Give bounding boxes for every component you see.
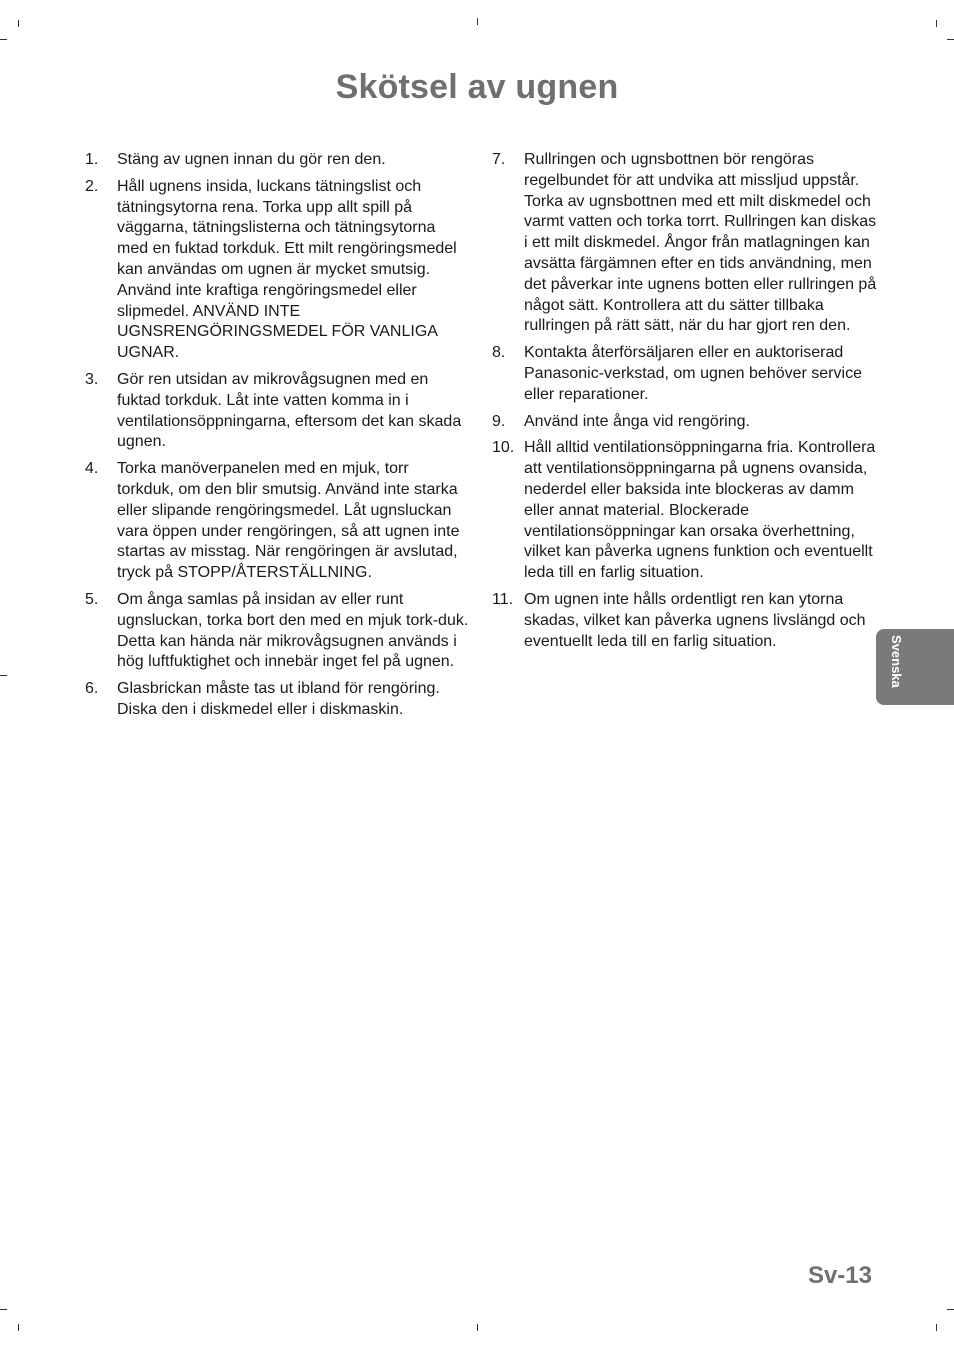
left-column-list <box>85 150 470 727</box>
crop-mark <box>936 20 937 27</box>
list-item <box>85 370 470 453</box>
item-text: Rullringen och ugnsbottnen bör rengöras regelbundet för att undvika att missljud uppstår. Torka av ugnsbottnen med ett milt diskmedel och varmt vatten och torka torrt. Rullringen kan diskas i ett milt diskmedel. Ångor från matlagningen kan avsätta färgämnen efter en tids användning, men det påverkar inte ugnens botten eller rullringen på något sätt. Kontrollera att du sätter tillbaka rullringen på rätt sätt, när du har gjort ren den. <box>524 151 877 335</box>
item-number: 2. <box>85 177 99 195</box>
item-number: 11. <box>492 590 514 608</box>
crop-mark <box>477 18 478 25</box>
item-text: Kontakta återförsäljaren eller en auktoriserad Panasonic-verkstad, om ugnen behöver service eller reparationer. <box>524 344 862 403</box>
list-item <box>85 590 470 673</box>
item-text: Håll ugnens insida, luckans tätningslist och tätningsytorna rena. Torka upp allt spill på väggarna, tätningslisterna och tätningsytorna med en fuktad torkduk. Ett milt rengöringsmedel kan användas om ugnen är mycket smutsig. Använd inte kraftiga rengöringsmedel eller slipmedel. ANVÄND INTE UGNSRENGÖRINGSMEDEL FÖR VANLIGA UGNAR. <box>117 177 457 362</box>
list-item <box>492 438 880 584</box>
crop-mark <box>0 1309 7 1310</box>
list-item <box>85 679 470 721</box>
crop-mark <box>477 1324 478 1331</box>
item-text: Stäng av ugnen innan du gör ren den. <box>117 151 386 168</box>
list-item <box>85 150 470 171</box>
item-number: 5. <box>85 590 99 608</box>
item-text: Om ånga samlas på insidan av eller runt ugnsluckan, torka bort den med en mjuk tork-duk. Detta kan hända när mikrovågsugnen används i hög luftfuktighet och innebär inget fel på ugnen. <box>117 590 469 671</box>
item-number: 3. <box>85 370 99 388</box>
crop-mark <box>18 20 19 27</box>
item-number: 1. <box>85 151 99 168</box>
item-number: 7. <box>492 151 506 168</box>
right-column-list <box>492 150 880 658</box>
item-text: Glasbrickan måste tas ut ibland för rengöring. Diska den i diskmedel eller i diskmaskin. <box>117 680 440 718</box>
item-number: 6. <box>85 680 99 698</box>
crop-mark <box>0 39 7 40</box>
crop-mark <box>0 675 7 676</box>
item-text: Använd inte ånga vid rengöring. <box>524 412 750 430</box>
item-number: 4. <box>85 460 99 478</box>
list-item <box>492 150 880 337</box>
item-text: Håll alltid ventilationsöppningarna fria. Kontrollera att ventilationsöppningarna på ugnens ovansida, nederdel eller baksida inte blockeras av damm eller annat material. Blockerade ventilationsöppningar kan orsaka överhettning, vilket kan påverka ugnens funktion och eventuellt leda till en farlig situation. <box>524 439 876 582</box>
page-title: Skötsel av ugnen <box>335 68 619 106</box>
list-item <box>492 412 880 433</box>
language-tab <box>876 629 954 705</box>
page-number: Sv-13 <box>807 1262 872 1289</box>
crop-mark <box>947 39 954 40</box>
language-tab-label: Svenska <box>889 635 904 688</box>
list-item <box>492 343 880 405</box>
list-item <box>85 177 470 364</box>
list-item <box>85 459 470 584</box>
item-number: 9. <box>492 412 506 430</box>
crop-mark <box>936 1324 937 1331</box>
crop-mark <box>18 1324 19 1331</box>
item-number: 8. <box>492 344 506 362</box>
crop-mark <box>947 1309 954 1310</box>
item-number: 10. <box>492 439 515 457</box>
item-text: Gör ren utsidan av mikrovågsugnen med en fuktad torkduk. Låt inte vatten komma in i ventilationsöppningarna, eftersom det kan skada ugnen. <box>117 370 462 451</box>
list-item <box>492 590 880 652</box>
item-text: Om ugnen inte hålls ordentligt ren kan ytorna skadas, vilket kan påverka ugnens livslängd och eventuellt leda till en farlig situation. <box>524 590 866 650</box>
item-text: Torka manöverpanelen med en mjuk, torr torkduk, om den blir smutsig. Använd inte starka eller slipande rengöringsmedel. Låt ugnsluckan vara öppen under rengöringen, så att ugnen inte startas av misstag. När rengöringen är avslutad, tryck på STOPP/ÅTERSTÄLLNING. <box>117 460 460 582</box>
